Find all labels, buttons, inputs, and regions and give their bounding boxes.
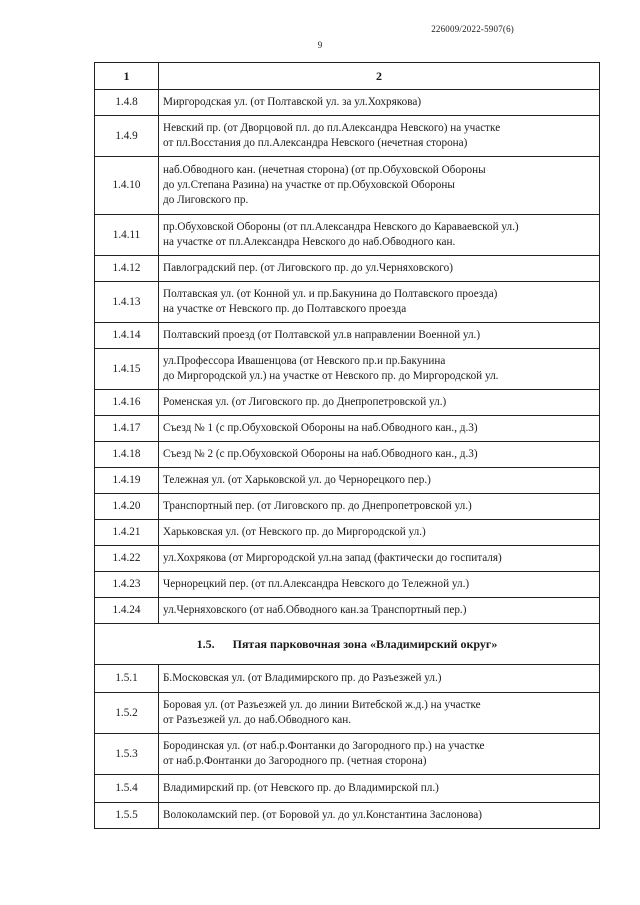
row-description xyxy=(159,282,600,323)
row-description xyxy=(159,116,600,157)
description-line: Съезд № 1 (с пр.Обуховской Обороны на наб.Обводного кан., д.3) xyxy=(163,422,478,434)
description-line: Миргородская ул. (от Полтавской ул. за ул.Хохрякова) xyxy=(163,96,422,108)
row-number: 1.4.11 xyxy=(95,215,159,256)
description-line: Роменская ул. (от Лиговского пр. до Днепропетровской ул.) xyxy=(163,396,447,408)
table-header-row xyxy=(95,63,600,90)
row-number: 1.4.18 xyxy=(95,442,159,468)
row-description xyxy=(159,323,600,349)
row-description xyxy=(159,546,600,572)
row-number: 1.4.22 xyxy=(95,546,159,572)
table-body-section-4 xyxy=(95,90,600,624)
section-heading xyxy=(95,624,600,665)
description-line: на участке от Невского пр. до Полтавского проезда xyxy=(163,303,407,315)
table-row xyxy=(95,520,600,546)
row-number: 1.4.17 xyxy=(95,416,159,442)
description-line: Волоколамский пер. (от Боровой ул. до ул.Константина Заслонова) xyxy=(163,809,482,821)
table-row xyxy=(95,323,600,349)
row-number: 1.5.1 xyxy=(95,665,159,693)
description-line: Транспортный пер. (от Лиговского пр. до Днепропетровской ул.) xyxy=(163,500,472,512)
table-row xyxy=(95,803,600,829)
description-line: ул.Черняховского (от наб.Обводного кан.за Транспортный пер.) xyxy=(163,604,467,616)
table-row xyxy=(95,775,600,803)
description-line: ул.Профессора Ивашенцова (от Невского пр.и пр.Бакунина xyxy=(163,355,446,367)
row-number: 1.4.24 xyxy=(95,598,159,624)
row-description xyxy=(159,416,600,442)
description-line: Чернорецкий пер. (от пл.Александра Невского до Тележной ул.) xyxy=(163,578,470,590)
description-line: на участке от пл.Александра Невского до наб.Обводного кан. xyxy=(163,236,456,248)
row-description xyxy=(159,157,600,215)
description-line: Невский пр. (от Дворцовой пл. до пл.Александра Невского) на участке xyxy=(163,122,501,134)
table-row xyxy=(95,157,600,215)
row-description xyxy=(159,520,600,546)
table-row xyxy=(95,116,600,157)
table-row xyxy=(95,442,600,468)
description-line: Владимирский пр. (от Невского пр. до Владимирской пл.) xyxy=(163,782,439,794)
description-line: Павлоградский пер. (от Лиговского пр. до ул.Черняховского) xyxy=(163,262,453,274)
row-number: 1.4.16 xyxy=(95,390,159,416)
row-number: 1.5.5 xyxy=(95,803,159,829)
table-section-heading xyxy=(95,624,600,665)
table-row xyxy=(95,734,600,775)
table-row xyxy=(95,256,600,282)
row-description xyxy=(159,468,600,494)
page-number: 9 xyxy=(317,40,323,50)
row-description xyxy=(159,494,600,520)
description-line: Тележная ул. (от Харьковской ул. до Чернорецкого пер.) xyxy=(163,474,431,486)
row-number: 1.4.13 xyxy=(95,282,159,323)
row-number: 1.5.4 xyxy=(95,775,159,803)
description-line: до ул.Степана Разина) на участке от пр.Обуховской Обороны xyxy=(163,179,455,191)
row-description xyxy=(159,572,600,598)
row-description xyxy=(159,734,600,775)
streets-table xyxy=(94,62,600,829)
row-description xyxy=(159,665,600,693)
row-description xyxy=(159,693,600,734)
row-description xyxy=(159,390,600,416)
description-line: Боровая ул. (от Разъезжей ул. до линии Витебской ж.д.) на участке xyxy=(163,699,481,711)
row-number: 1.4.14 xyxy=(95,323,159,349)
row-number: 1.5.3 xyxy=(95,734,159,775)
section-row xyxy=(95,624,600,665)
table-row xyxy=(95,468,600,494)
row-description xyxy=(159,256,600,282)
table-row xyxy=(95,349,600,390)
description-line: пр.Обуховской Обороны (от пл.Александра Невского до Каравaевской ул.) xyxy=(163,221,519,233)
description-line: от наб.р.Фонтанки до Загородного пр. (четная сторона) xyxy=(163,755,427,767)
row-number: 1.4.9 xyxy=(95,116,159,157)
table-row xyxy=(95,665,600,693)
table-row xyxy=(95,598,600,624)
document-number: 226009/2022-5907(6) xyxy=(431,24,514,34)
row-number: 1.4.10 xyxy=(95,157,159,215)
row-description xyxy=(159,598,600,624)
row-description xyxy=(159,90,600,116)
row-description xyxy=(159,349,600,390)
row-number: 1.4.8 xyxy=(95,90,159,116)
row-description xyxy=(159,803,600,829)
section-title: Пятая парковочная зона «Владимирский округ» xyxy=(232,636,498,651)
row-number: 1.4.12 xyxy=(95,256,159,282)
description-line: от Разъезжей ул. до наб.Обводного кан. xyxy=(163,714,352,726)
table-row xyxy=(95,546,600,572)
table-row xyxy=(95,416,600,442)
table-row xyxy=(95,282,600,323)
description-line: до Лиговского пр. xyxy=(163,194,249,206)
row-description xyxy=(159,775,600,803)
row-number: 1.4.20 xyxy=(95,494,159,520)
description-line: ул.Хохрякова (от Миргородской ул.на запад (фактически до госпиталя) xyxy=(163,552,502,564)
description-line: Б.Московская ул. (от Владимирского пр. до Разъезжей ул.) xyxy=(163,672,442,684)
table-row xyxy=(95,215,600,256)
table-row xyxy=(95,390,600,416)
description-line: до Миргородской ул.) на участке от Невского пр. до Миргородской ул. xyxy=(163,370,499,382)
row-number: 1.4.23 xyxy=(95,572,159,598)
table-row xyxy=(95,693,600,734)
description-line: Бородинская ул. (от наб.р.Фонтанки до Загородного пр.) на участке xyxy=(163,740,485,752)
section-number: 1.5. xyxy=(196,636,215,651)
description-line: Съезд № 2 (с пр.Обуховской Обороны на наб.Обводного кан., д.3) xyxy=(163,448,478,460)
row-number: 1.5.2 xyxy=(95,693,159,734)
row-description xyxy=(159,442,600,468)
column-header-description: 2 xyxy=(159,63,600,90)
table-row xyxy=(95,494,600,520)
description-line: наб.Обводного кан. (нечетная сторона) (от пр.Обуховской Обороны xyxy=(163,164,486,176)
row-number: 1.4.15 xyxy=(95,349,159,390)
row-number: 1.4.19 xyxy=(95,468,159,494)
table-body-section-5 xyxy=(95,665,600,829)
row-number: 1.4.21 xyxy=(95,520,159,546)
table-row xyxy=(95,90,600,116)
description-line: Полтавский проезд (от Полтавской ул.в направлении Военной ул.) xyxy=(163,329,481,341)
row-description xyxy=(159,215,600,256)
description-line: от пл.Восстания до пл.Александра Невского (нечетная сторона) xyxy=(163,137,468,149)
description-line: Харьковская ул. (от Невского пр. до Миргородской ул.) xyxy=(163,526,426,538)
description-line: Полтавская ул. (от Конной ул. и пр.Бакунина до Полтавского проезда) xyxy=(163,288,498,300)
table-row xyxy=(95,572,600,598)
column-header-number: 1 xyxy=(95,63,159,90)
